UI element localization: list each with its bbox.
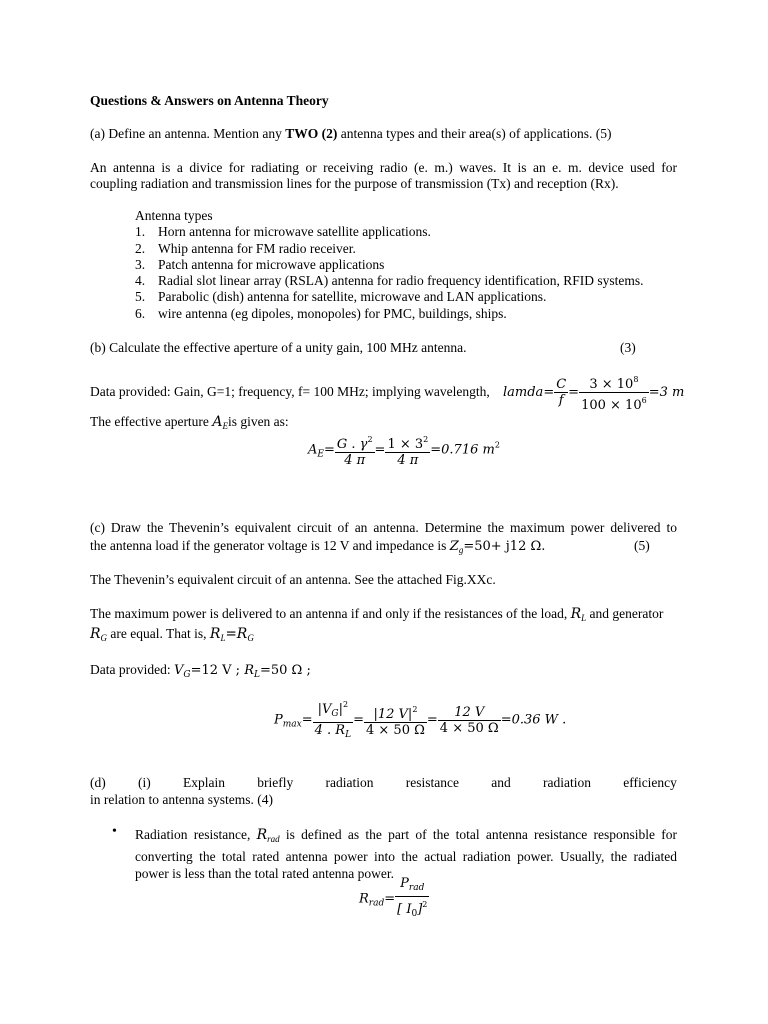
list-item: 4. Radial slot linear array (RSLA) antenna for radio frequency identification, RFID systems. (135, 273, 644, 289)
radiation-resistance-line-1: Radiation resistance, $R_{rad}$ is defined as the part of the total antenna resistance responsible for (135, 827, 678, 844)
fraction: $\frac{12 V}{4 \times 50 \Omega}$ (439, 704, 499, 736)
question-a-bold: TWO (2) (285, 126, 338, 141)
question-a (90, 126, 611, 142)
list-item: 3. Patch antenna for microwave applications (135, 256, 385, 272)
wavelength-equation: lamda= $\frac{C}{f}$ = $\frac{3 \times 10^8}{100 \times 10^6}$ =3 m (503, 372, 684, 413)
radiation-resistance-line-2: converting the total rated antenna power into the actual radiation power. Usually, the radiated (135, 849, 677, 864)
aperture-intro: The effective aperture $A_Eis$ given as: (90, 414, 289, 431)
fraction: $\frac{1 \times 3^2}{4 \pi}$ (385, 432, 430, 468)
fraction: $\frac{P_{rad}}{[ I_0]^2}$ (397, 876, 428, 919)
fraction: $\frac{|V_G|^2}{4 . R_L}$ (313, 697, 353, 743)
list-item: 5. Parabolic (dish) antenna for satellite, microwave and LAN applications. (135, 289, 547, 305)
list-item: 2. Whip antenna for FM radio receiver. (135, 240, 356, 256)
list-item: 1. Horn antenna for microwave satellite applications. (135, 224, 431, 240)
question-d-line-1: (d) (i) Explain briefly radiation resistance and radiation efficiency (90, 775, 677, 790)
fraction: $\frac{|12 V|^2}{4 \times 50 \Omega}$ (364, 702, 427, 738)
answer-c-data: Data provided: $V_G=12$ V ; $R_L=50$ Ω ; (90, 662, 311, 680)
radiation-resistance-equation: $R_{rad}=$ $\frac{P_{rad}}{[ I_0]^2}$ (359, 876, 429, 922)
answer-a-line-2: coupling radiation and transmission lines for the purpose of transmission (Tx) and reception (Rx). (90, 176, 619, 191)
antenna-types-list (135, 208, 644, 322)
answer-a-line-1: An antenna is a divice for radiating or receiving radio (e. m.) waves. It is an e. m. device used for (90, 160, 677, 175)
question-c-marks: (5) (634, 538, 650, 553)
antenna-types-heading: Antenna types (135, 208, 213, 223)
radiation-resistance-paragraph (135, 826, 677, 882)
question-c-line-2: the antenna load if the generator voltage is 12 V and impedance is $Z_g=50+ j12$ Ω. (90, 538, 546, 555)
answer-c-thevenin: The Thevenin’s equivalent circuit of an antenna. See the attached Fig.XXc. (90, 572, 496, 587)
answer-b-data: Data provided: Gain, G=1; frequency, f= 100 MHz; implying wavelength, (90, 384, 490, 399)
fraction: $\frac{3 \times 10^8}{100 \times 10^6}$ (579, 372, 649, 413)
question-a-tail: antenna types and their area(s) of applications. (5) (337, 126, 612, 141)
answer-c-maxpower-line-1: The maximum power is delivered to an antenna if and only if the resistances of the load, $R_L$ and generator (90, 606, 664, 623)
question-a-text: (a) Define an antenna. Mention any (90, 126, 286, 141)
bullet-icon: • (112, 824, 117, 839)
question-d-line-2: in relation to antenna systems. (4) (90, 792, 273, 807)
question-c-line-1: (c) Draw the Thevenin’s equivalent circuit of an antenna. Determine the maximum power delivered to (90, 520, 677, 535)
answer-c-maxpower-line-2: $R_G$ are equal. That is, $R_L=R_G$ (90, 626, 254, 643)
list-item: 6. wire antenna (eg dipoles, monopoles) for PMC, buildings, ships. (135, 305, 507, 321)
max-power-equation: $P_{max}=$ $\frac{|V_G|^2}{4 . R_L}$ = $\frac{|12 V|^2}{4 \times 50 \Omega}$ = $\frac{12 V}{4 \times 50 \Omega}$ =0.36 W . (274, 697, 566, 743)
question-b: (b) Calculate the effective aperture of a unity gain, 100 MHz antenna. (90, 340, 467, 355)
radiation-resistance-line-3: power is less than the total rated antenna power. (135, 866, 395, 881)
document-title: Questions & Answers on Antenna Theory (90, 93, 329, 108)
fraction: $\frac{G . \gamma^2}{4 \pi}$ (335, 432, 375, 468)
fraction: $\frac{C}{f}$ (556, 377, 567, 408)
aperture-equation: $A_E=$ $\frac{G . \gamma^2}{4 \pi}$ = $\frac{1 \times 3^2}{4 \pi}$ =0.716 $m^2$ (308, 432, 500, 468)
question-b-marks: (3) (620, 340, 636, 355)
